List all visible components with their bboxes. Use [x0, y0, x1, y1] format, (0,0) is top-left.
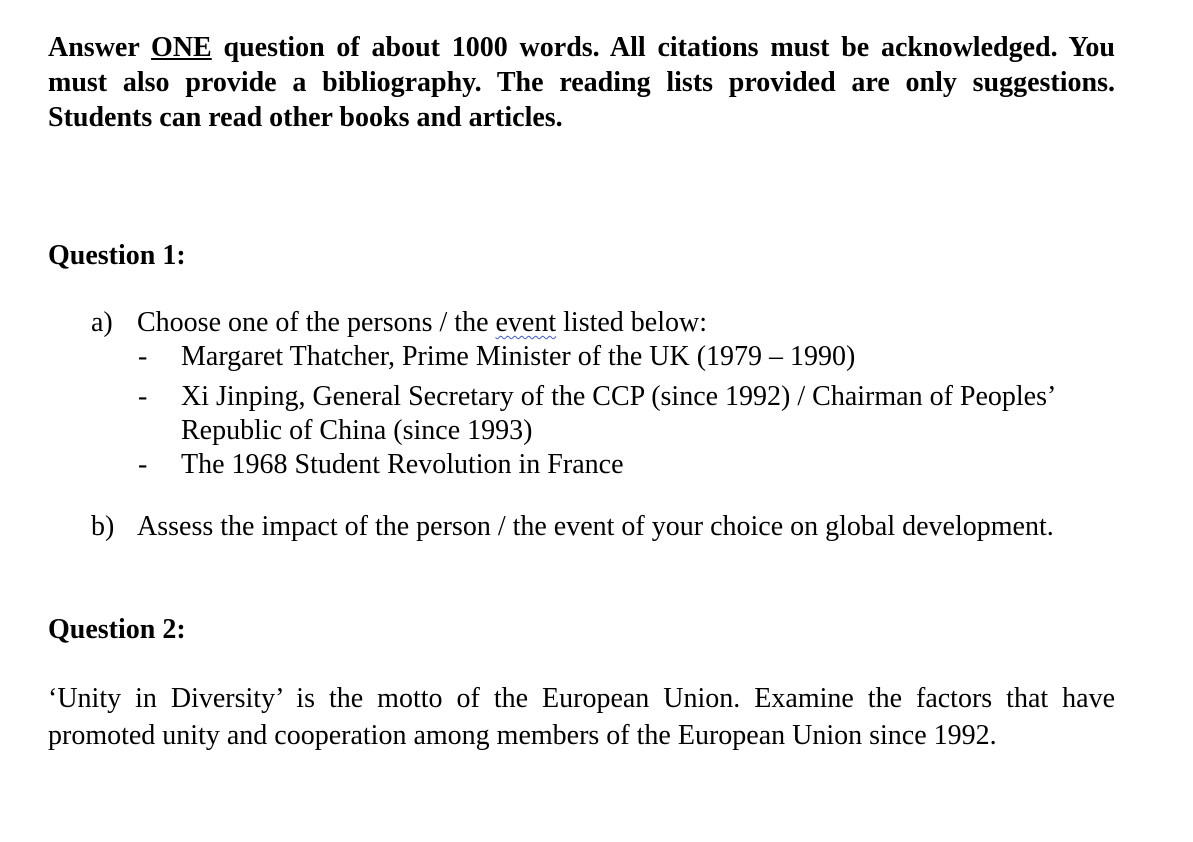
bullet-dash: -	[138, 381, 148, 412]
instructions-paragraph	[48, 30, 1115, 135]
question-2-text: ‘Unity in Diversity’ is the motto of the European Union. Examine the factors that have promoted unity and cooperation among members of the European Union since 1992.	[48, 683, 1115, 751]
question-1-part-b	[91, 510, 1054, 544]
part-a-text-end: listed below:	[556, 307, 708, 338]
list-item	[138, 340, 1118, 374]
instructions-text-end: question of about 1000 words. All citations must be acknowledged. You must also provide a bibliography. The reading lists provided are only suggestions. Students can read other books and articles.	[48, 32, 1116, 133]
question-1-part-a	[91, 306, 707, 340]
list-item-text: The 1968 Student Revolution in France	[181, 449, 624, 480]
spellcheck-flagged-word[interactable]: event	[495, 307, 557, 338]
persons-event-list	[138, 340, 1118, 482]
part-b-label: b)	[91, 511, 115, 542]
list-item-text: Xi Jinping, General Secretary of the CCP (since 1992) / Chairman of Peoples’ Republic of China (since 1993)	[181, 381, 1055, 446]
list-item	[138, 448, 1118, 482]
part-a-text-start: Choose one of the persons / the	[137, 307, 496, 338]
instructions-text-start: Answer	[48, 32, 152, 63]
part-b-text: Assess the impact of the person / the event of your choice on global development.	[137, 511, 1054, 542]
question-2-heading: Question 2:	[48, 614, 186, 645]
instructions-emphasis: ONE	[151, 32, 212, 63]
document-page	[48, 30, 1116, 751]
bullet-dash: -	[138, 449, 148, 480]
question-1-heading: Question 1:	[48, 240, 186, 271]
part-a-label: a)	[91, 307, 113, 338]
list-item	[138, 380, 1118, 448]
list-item-text: Margaret Thatcher, Prime Minister of the UK (1979 – 1990)	[181, 341, 856, 372]
bullet-dash: -	[138, 341, 148, 372]
